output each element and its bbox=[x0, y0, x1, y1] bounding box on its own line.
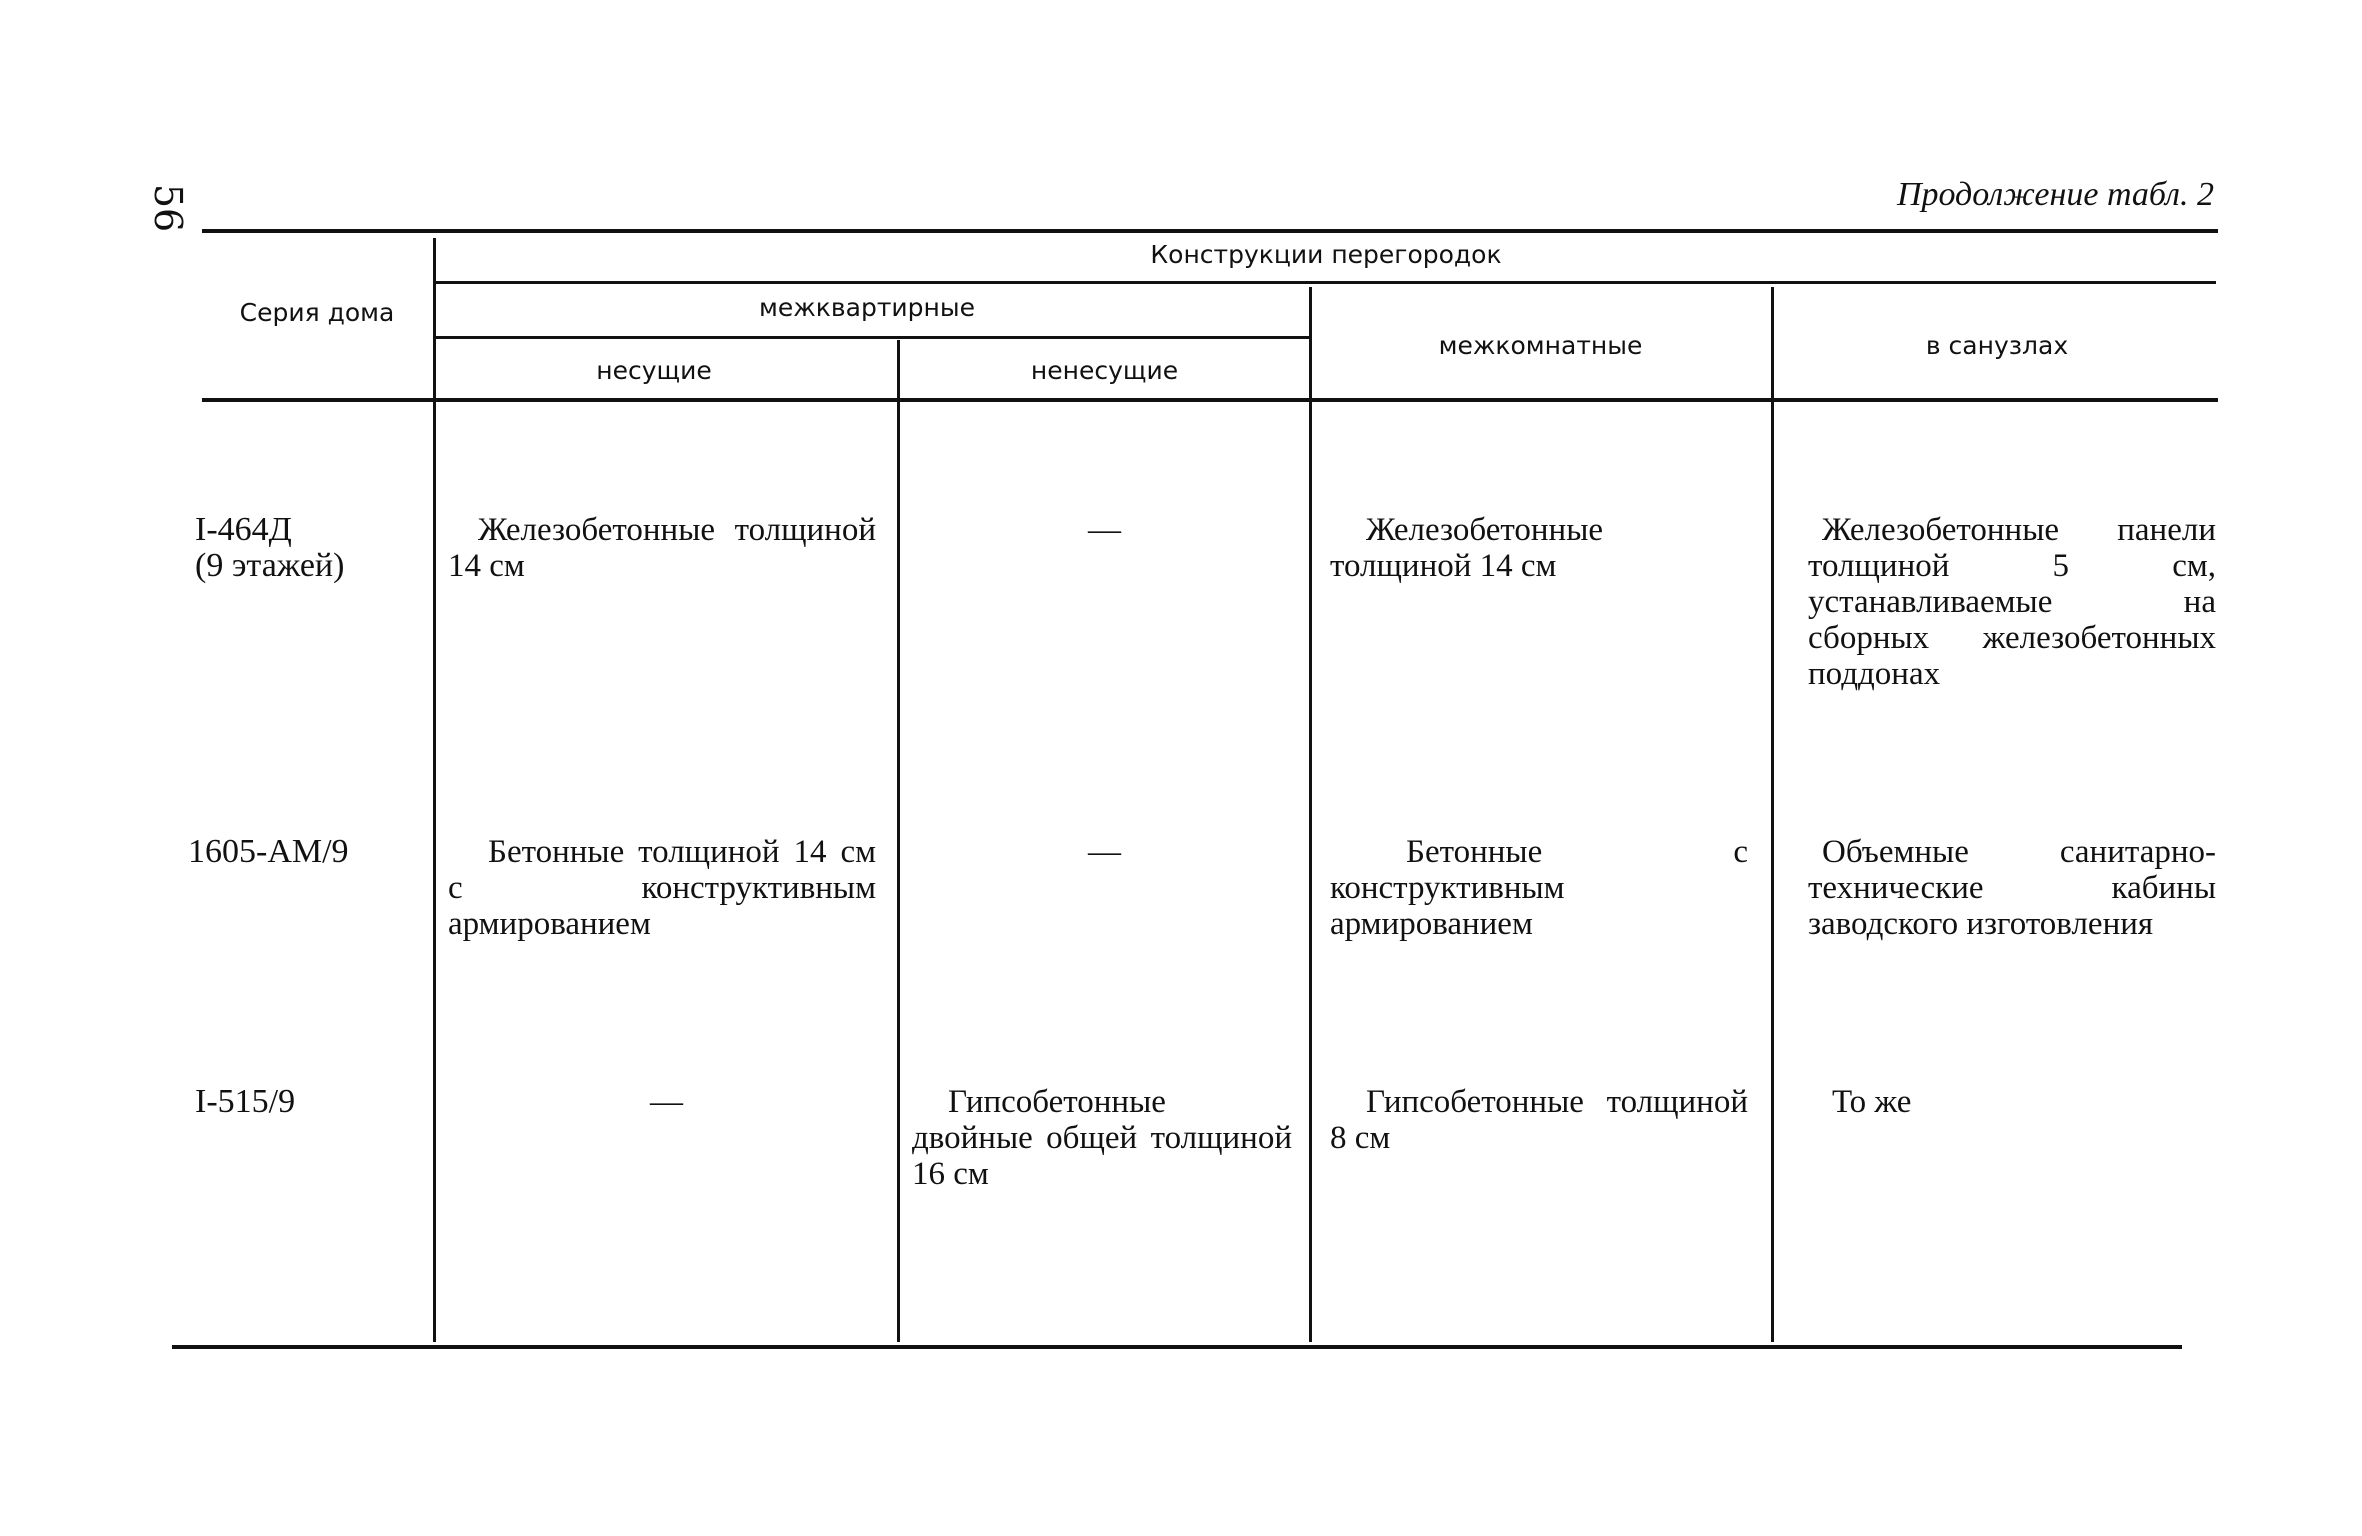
page-number: 56 bbox=[146, 183, 190, 233]
series-line: I-464Д bbox=[195, 511, 292, 548]
table-caption: Продолжение табл. 2 bbox=[1896, 176, 2214, 213]
header-bottom-rule bbox=[202, 398, 2218, 402]
bearing-cell: — bbox=[650, 1084, 683, 1120]
header-inter-apartment: межквартирные bbox=[759, 293, 975, 322]
bottom-rule bbox=[172, 1345, 2182, 1349]
series-cell bbox=[195, 512, 425, 584]
header-partition-constructions: Конструкции перегородок bbox=[1150, 240, 1502, 269]
bearing-cell: Бетонные толщиной 14 см с конструктивным армированием bbox=[448, 834, 876, 942]
series-cell: I-515/9 bbox=[195, 1083, 296, 1120]
non-bearing-cell: — bbox=[1088, 512, 1121, 548]
series-line: (9 этажей) bbox=[195, 547, 345, 584]
sanitary-cell: Железобетонные панели толщиной 5 см, устанавливаемые на сборных железобетонных поддонах bbox=[1808, 512, 2216, 692]
non-bearing-cell: — bbox=[1088, 834, 1121, 870]
inter-room-cell: Железобетонные толщиной 14 см bbox=[1330, 512, 1604, 584]
col-divider-series bbox=[433, 238, 436, 1342]
header-bearing: несущие bbox=[596, 356, 712, 385]
bearing-cell: Железобетонные толщиной 14 см bbox=[448, 512, 876, 584]
header-inter-room: межкомнатные bbox=[1438, 331, 1643, 360]
sanitary-cell: Объемные санитарно-технические кабины заводского изготовления bbox=[1808, 834, 2216, 942]
col-divider-interroom bbox=[1771, 287, 1774, 1342]
sanitary-cell: То же bbox=[1832, 1084, 1912, 1120]
header-series: Серия дома bbox=[239, 298, 395, 327]
inter-room-cell: Гипсобетонные толщиной 8 см bbox=[1330, 1084, 1748, 1156]
non-bearing-cell: Гипсобетонные двойные общей толщиной 16 см bbox=[912, 1084, 1292, 1192]
header-non-bearing: ненесущие bbox=[1030, 356, 1179, 385]
top-rule bbox=[202, 229, 2218, 233]
subgroup-rule bbox=[436, 336, 1310, 339]
inter-room-cell: Бетонные с конструктивным армированием bbox=[1330, 834, 1748, 942]
group-rule bbox=[436, 281, 2216, 284]
header-sanitary: в санузлах bbox=[1925, 331, 2069, 360]
series-cell: 1605-АМ/9 bbox=[188, 833, 349, 870]
col-divider-interapartment bbox=[1309, 287, 1312, 1342]
